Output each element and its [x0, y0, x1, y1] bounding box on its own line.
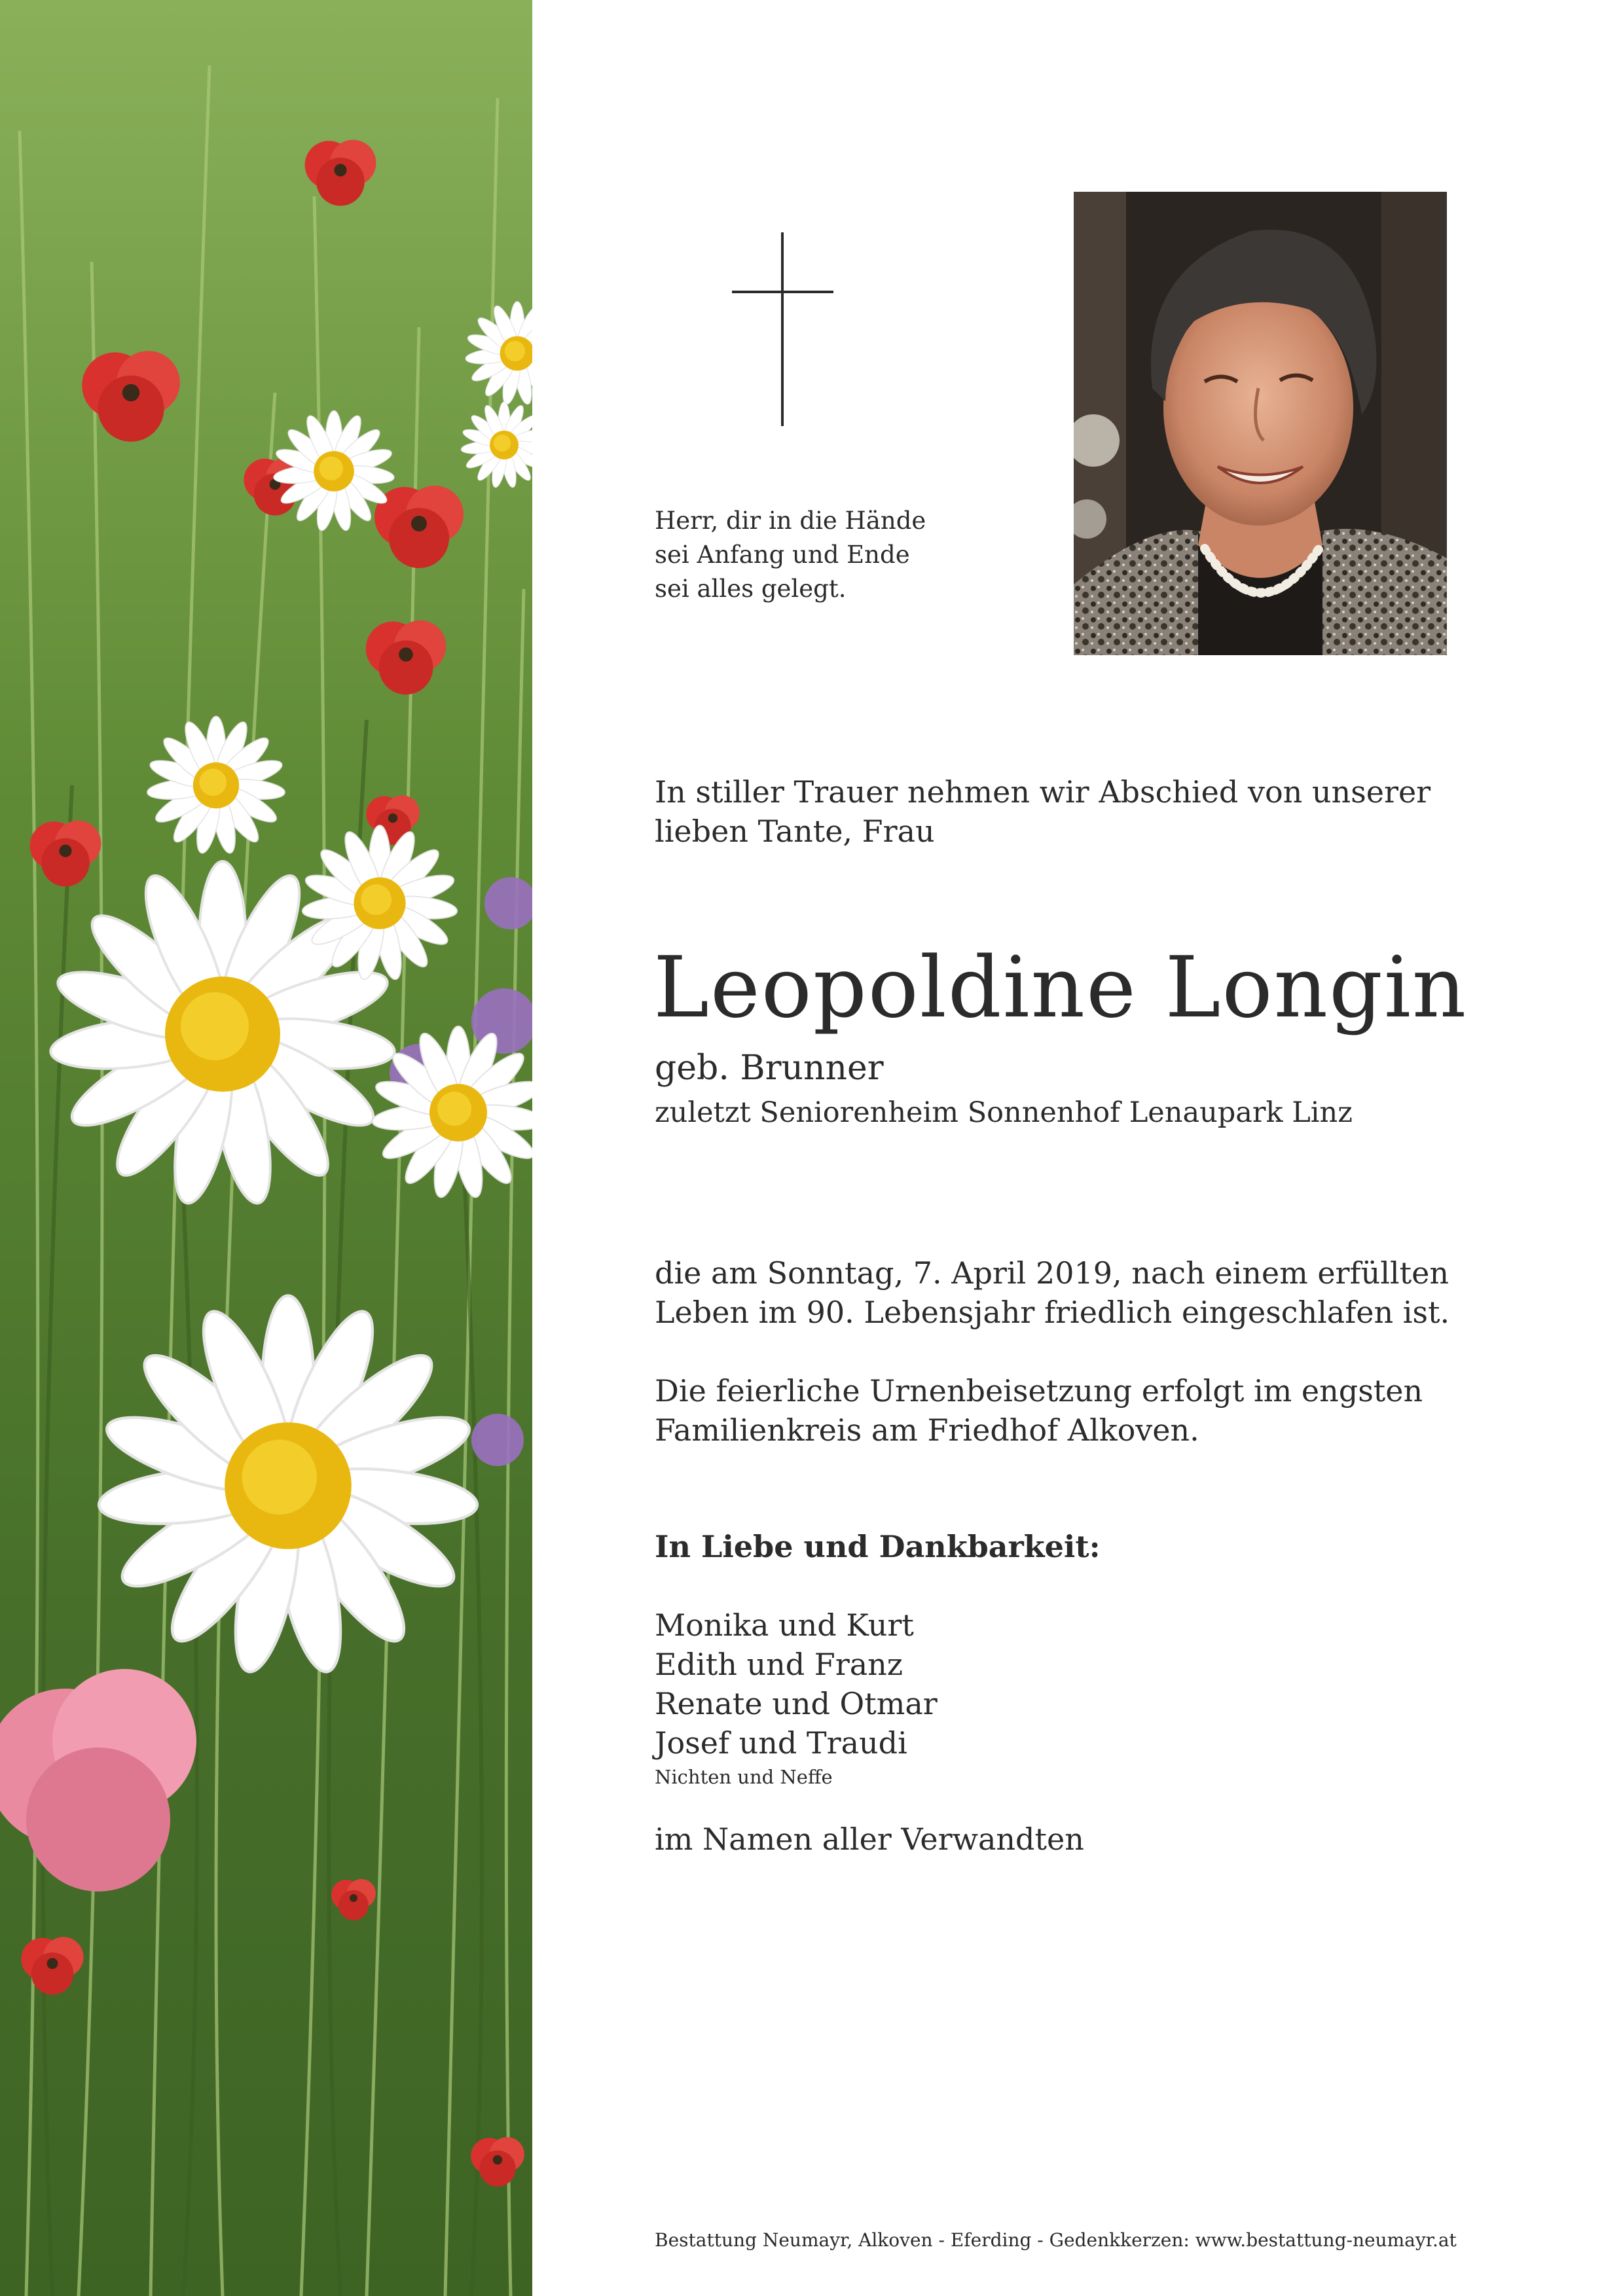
portrait-photo	[1074, 192, 1447, 655]
verse-text: Herr, dir in die Hände sei Anfang und Ende sei alles gelegt.	[655, 507, 926, 603]
mourner-item: Josef und Traudi	[655, 1725, 907, 1761]
mourner-item: Monika und Kurt	[655, 1607, 914, 1643]
mourner-item: Renate und Otmar	[655, 1686, 938, 1721]
signoff-heading: In Liebe und Dankbarkeit:	[655, 1529, 1101, 1564]
cross-icon	[732, 232, 833, 426]
mourners-list	[655, 1605, 938, 1763]
footer-funeral-home: Bestattung Neumayr, Alkoven - Eferding - Gedenkkerzen: www.bestattung-neumayr.at	[655, 2229, 1457, 2251]
relatives-text: im Namen aller Verwandten	[655, 1821, 1084, 1857]
burial-notice: Die feierliche Urnenbeisetzung erfolgt im engsten Familienkreis am Friedhof Alkoven.	[655, 1373, 1423, 1448]
mourner-item: Edith und Franz	[655, 1647, 903, 1682]
flower-meadow-image	[0, 0, 532, 2296]
maiden-name: geb. Brunner	[655, 1049, 884, 1088]
intro-text: In stiller Trauer nehmen wir Abschied von unserer lieben Tante, Frau	[655, 774, 1431, 849]
deceased-name: Leopoldine Longin	[653, 939, 1468, 1037]
mourners-relation: Nichten und Neffe	[655, 1766, 833, 1788]
last-residence: zuletzt Seniorenheim Sonnenhof Lenaupark Linz	[655, 1096, 1353, 1129]
death-notice: die am Sonntag, 7. April 2019, nach einem erfüllten Leben im 90. Lebensjahr friedlich eingeschlafen ist.	[655, 1255, 1450, 1330]
